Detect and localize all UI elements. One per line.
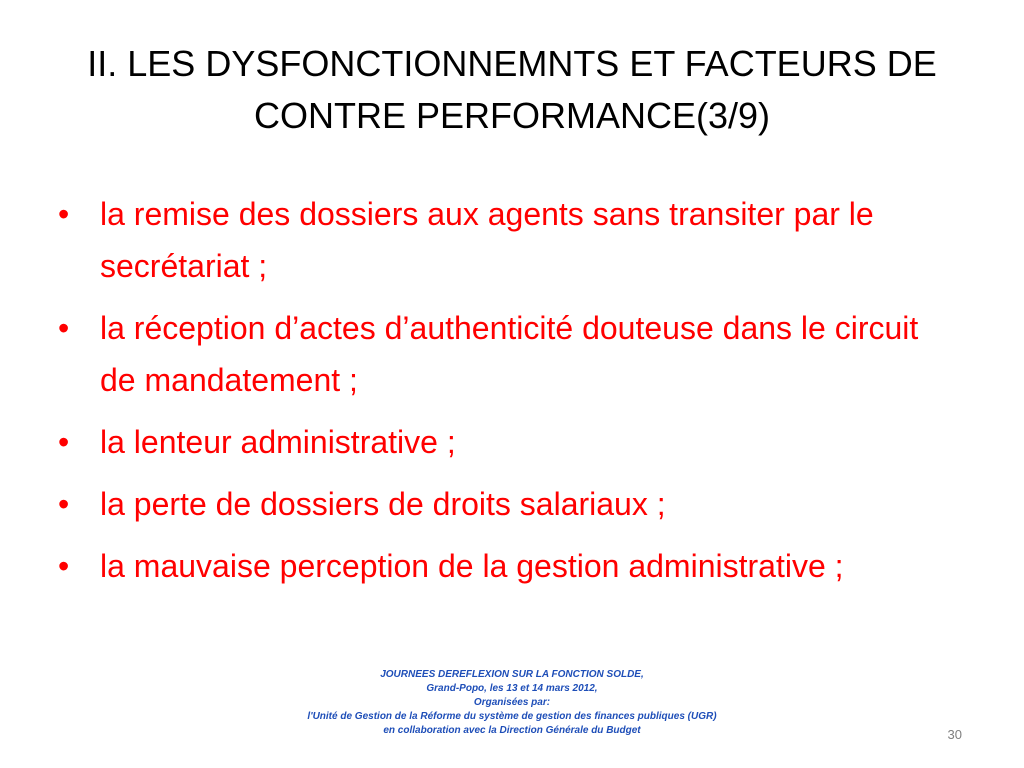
bullet-list xyxy=(58,188,938,602)
bullet-item: • la remise des dossiers aux agents sans transiter par le secrétariat ; xyxy=(58,188,938,292)
footer-line: Grand-Popo, les 13 et 14 mars 2012, xyxy=(426,683,598,694)
slide-title-line-2: CONTRE PERFORMANCE(3/9) xyxy=(253,95,771,136)
footer-line: l'Unité de Gestion de la Réforme du système de gestion des finances publiques (UGR) xyxy=(307,711,717,722)
bullet-item: • la perte de dossiers de droits salariaux ; xyxy=(58,478,938,530)
bullet-item: • la lenteur administrative ; xyxy=(58,416,938,468)
footer-line: Organisées par: xyxy=(473,697,551,708)
slide-title-line-1: II. LES DYSFONCTIONNEMNTS ET FACTEURS DE xyxy=(87,43,937,84)
slide-title xyxy=(40,38,984,142)
footer-line: en collaboration avec la Direction Générale du Budget xyxy=(383,725,641,736)
bullet-item: • la réception d’actes d’authenticité douteuse dans le circuit de mandatement ; xyxy=(58,302,938,406)
footer xyxy=(230,668,794,738)
bullet-item: • la mauvaise perception de la gestion administrative ; xyxy=(58,540,938,592)
footer-line: JOURNEES DEREFLEXION SUR LA FONCTION SOLDE, xyxy=(380,669,644,680)
page-number: 30 xyxy=(947,727,962,742)
